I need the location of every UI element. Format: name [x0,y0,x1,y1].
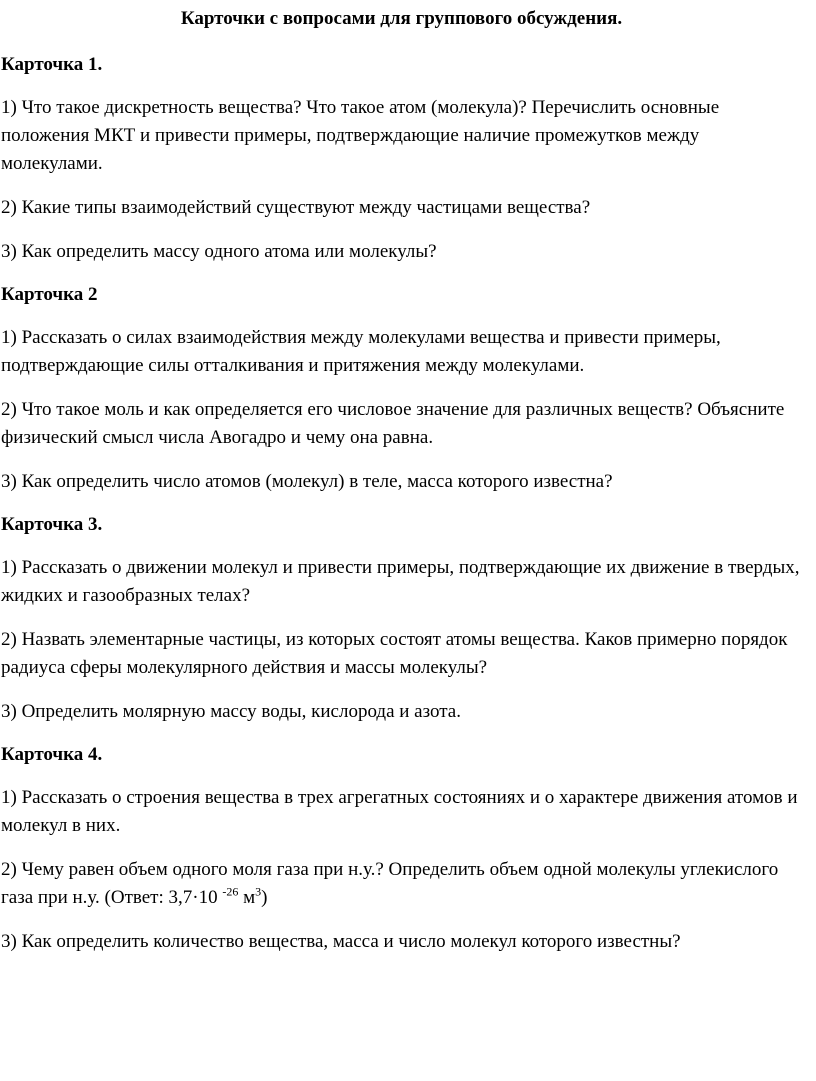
answer-unit: м [243,887,256,908]
card-3-question-1: 1) Рассказать о движении молекул и привести примеры, подтверждающие их движение в твердых, жидких и газообразных телах? [1,557,800,606]
answer-closing: ) [261,887,268,908]
card-4-question-1: 1) Рассказать о строения вещества в трех агрегатных состояниях и о характере движения атомов и молекул в них. [1,787,798,836]
card-4 [1,742,802,956]
card-3 [1,512,802,726]
card-1-question-3: 3) Как определить массу одного атома или молекулы? [1,241,437,262]
card-2 [1,282,802,496]
card-4-question-2 [1,856,802,912]
answer-exponent: -26 [222,884,239,899]
card-3-heading: Карточка 3. [1,514,103,535]
card-3-question-3: 3) Определить молярную массу воды, кислорода и азота. [1,701,461,722]
card-2-heading: Карточка 2 [1,284,98,305]
card-4-question-3: 3) Как определить количество вещества, масса и число молекул которого известны? [1,931,681,952]
document-title: Карточки с вопросами для группового обсуждения. [180,8,623,29]
card-2-question-2: 2) Что такое моль и как определяется его числовое значение для различных веществ? Объясните физический смысл числа Авогадро и чему она равна. [1,399,785,448]
card-2-question-1: 1) Рассказать о силах взаимодействия между молекулами вещества и привести примеры, подтверждающие силы отталкивания и притяжения между молекулами. [1,327,721,376]
card-1-question-1: 1) Что такое дискретность вещества? Что такое атом (молекула)? Перечислить основные положения МКТ и привести примеры, подтверждающие наличие промежутков между молекулами. [1,97,720,174]
card-1 [1,52,802,266]
card-4-question-2-text: 2) Чему равен объем одного моля газа при н.у.? Определить объем одной молекулы углекислого газа при н.у. (Ответ: 3,7·10 [1,859,779,908]
card-1-question-2: 2) Какие типы взаимодействий существуют между частицами вещества? [1,197,591,218]
card-3-question-2: 2) Назвать элементарные частицы, из которых состоят атомы вещества. Каков примерно порядок радиуса сферы молекулярного действия и массы молекулы? [1,629,788,678]
card-4-heading: Карточка 4. [1,744,103,765]
card-1-heading: Карточка 1. [1,54,103,75]
answer-unit-exponent: 3 [255,884,262,899]
card-2-question-3: 3) Как определить число атомов (молекул) в теле, масса которого известна? [1,471,613,492]
